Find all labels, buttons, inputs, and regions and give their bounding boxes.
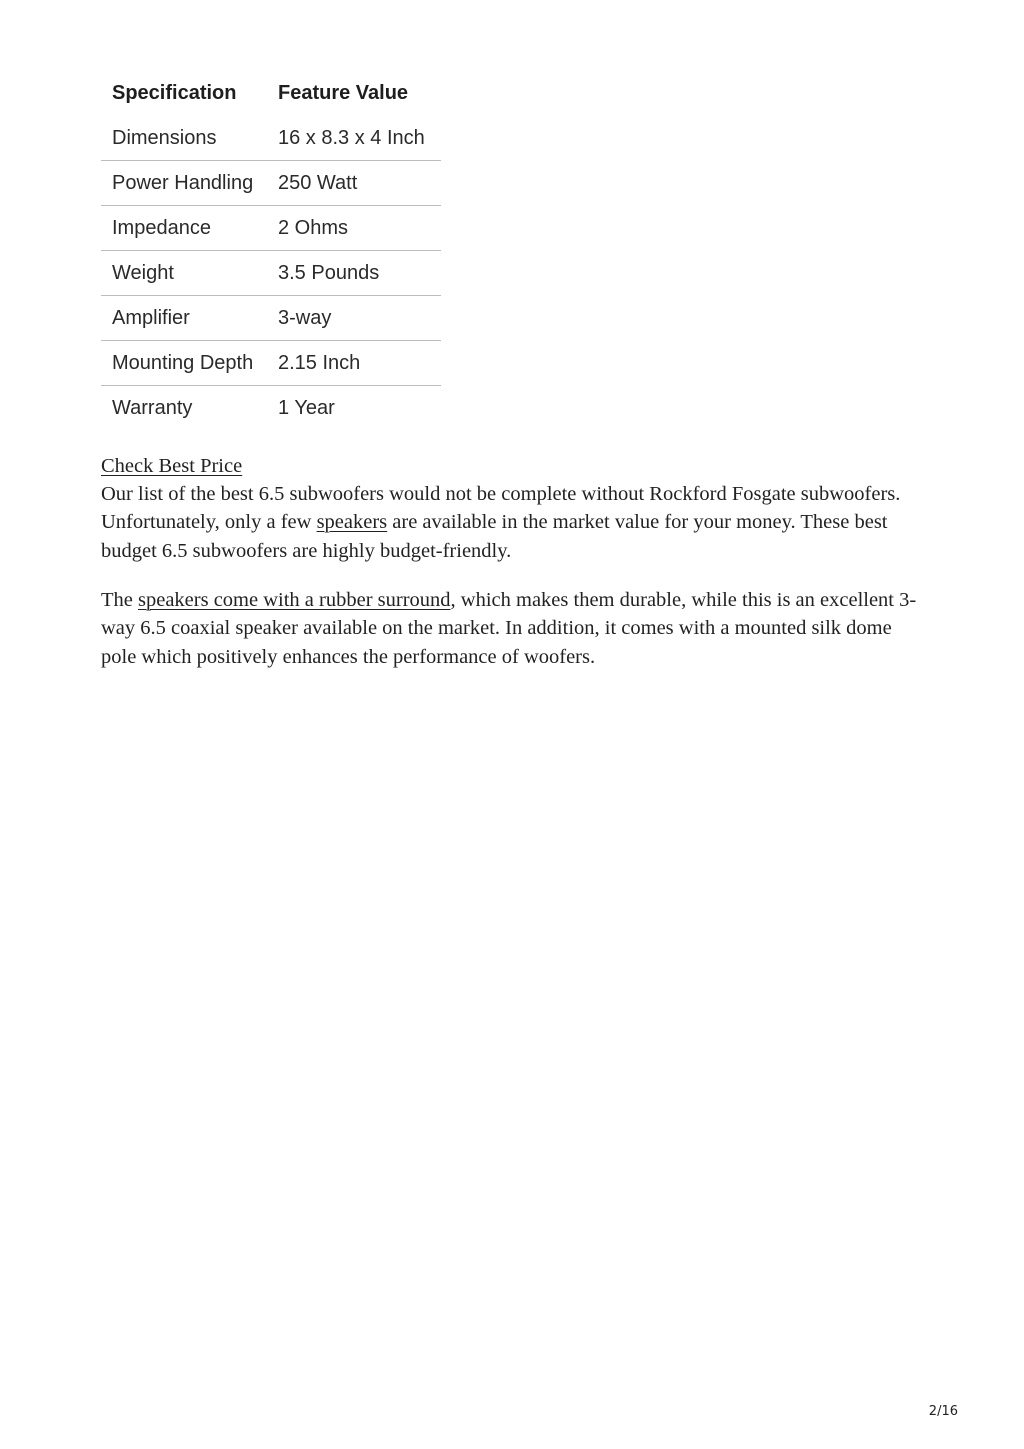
table-cell-spec: Impedance [101, 206, 268, 251]
table-row [101, 206, 441, 251]
table-cell-spec: Warranty [112, 396, 193, 419]
paragraph-text: are available in the market value for your money. These best budget 6.5 subwoofers are highly budget-friendly. [101, 511, 888, 562]
table-cell-spec: Amplifier [101, 296, 268, 341]
table-cell-value: 2.15 Inch [268, 341, 441, 386]
paragraph-text: , which makes them durable, while this is an excellent 3-way 6.5 coaxial speaker available on the market. In addition, it comes with a mounted silk dome pole which positively enhances the performance of woofers. [101, 589, 917, 668]
speakers-link[interactable]: speakers [316, 511, 388, 534]
table-cell-value: 250 Watt [268, 161, 441, 206]
paragraph-text: Our list of the best 6.5 subwoofers would not be complete without Rockford Fosgate subwoofers. Unfortunately, only a few [101, 483, 901, 534]
check-best-price-link[interactable]: Check Best Price [101, 455, 243, 477]
table-row [101, 296, 441, 341]
table-row [101, 341, 441, 386]
table-cell-spec: Power Handling [101, 161, 268, 206]
table-cell-spec: Weight [101, 251, 268, 296]
table-row [101, 251, 441, 296]
table-cell-value: 2 Ohms [268, 206, 441, 251]
table-row [101, 386, 441, 431]
table-header-specification: Specification [112, 82, 237, 104]
table-header-feature-value: Feature Value [278, 82, 409, 104]
table-header-row [101, 71, 441, 116]
paragraph-rubber-surround [101, 586, 931, 671]
table-cell-spec: Mounting Depth [101, 341, 268, 386]
table-cell-spec: Dimensions [101, 116, 268, 161]
table-row [101, 116, 441, 161]
table-row [101, 161, 441, 206]
paragraph-text: The [101, 589, 138, 611]
table-cell-value: 3-way [268, 296, 441, 341]
specification-table [101, 71, 441, 430]
rubber-surround-link[interactable]: speakers come with a rubber surround [138, 589, 451, 611]
table-cell-value: 16 x 8.3 x 4 Inch [268, 116, 441, 161]
table-cell-value: 3.5 Pounds [268, 251, 441, 296]
page-number: 2/16 [928, 1404, 958, 1419]
paragraph-rockford-fosgate [101, 480, 931, 565]
table-cell-value: 1 Year [278, 396, 335, 419]
